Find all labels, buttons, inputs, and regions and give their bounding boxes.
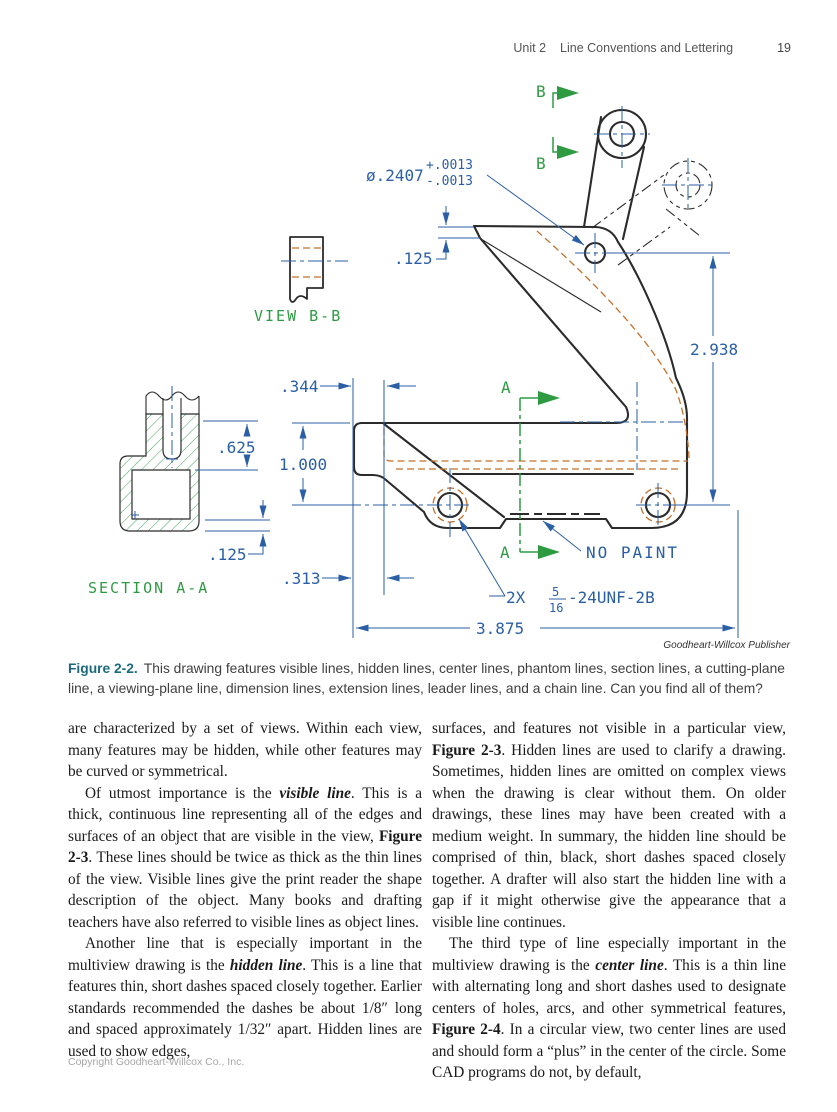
dim-base-slab: .125 (208, 545, 247, 564)
footer-copyright: Copyright Goodheart-Willcox Co., Inc. (68, 1056, 245, 1068)
cutting-plane-arrow-bottom (538, 545, 560, 559)
unit-label: Unit 2 (513, 41, 547, 55)
dim-lip-thickness: .125 (394, 249, 433, 268)
dim-313: .313 (282, 569, 321, 588)
thread-prefix: 2X (506, 588, 526, 607)
dim-625: .625 (217, 438, 256, 457)
view-bb-label: VIEW B-B (254, 307, 343, 325)
view-b-b (254, 237, 348, 325)
viewing-plane-arrow-bottom (557, 145, 579, 159)
figure-label: Figure 2-2. (68, 661, 138, 676)
callout-leader (459, 519, 505, 596)
view-bb-outline (290, 237, 323, 302)
dim-leader (436, 240, 446, 259)
note-leader (543, 521, 581, 551)
datum-b-bottom: B (536, 154, 548, 173)
viewing-plane-bracket-bottom (553, 137, 557, 152)
dim-3875: 3.875 (476, 619, 525, 638)
body-column-right (432, 718, 786, 1084)
figure-caption (68, 659, 790, 698)
cutting-plane-a (500, 378, 560, 562)
cutting-plane-arrow-top (538, 391, 560, 405)
hidden-lines (384, 231, 689, 522)
section-a-a-view (88, 386, 209, 597)
dim-1000: 1.000 (279, 455, 328, 474)
chapter-title: Line Conventions and Lettering (560, 41, 734, 55)
datum-a-top: A (501, 378, 513, 397)
hidden-pocket (384, 428, 688, 461)
body-paragraph: The third type of line especially important in the multiview drawing is the center line. This is a thin line with alternating long and short dashes used to designate centers of holes, arcs, and other symmetrical features, Figure 2-4. In a circular view, two center lines are used and should form a “plus” in the center of the circle. Some CAD programs do not, by default, (432, 935, 786, 1081)
viewing-plane-arrow-top (557, 86, 579, 100)
extension-lines (195, 227, 738, 638)
datum-a-bottom: A (500, 543, 512, 562)
viewing-plane-b (536, 82, 579, 173)
dim-leader (248, 534, 263, 554)
thread-numerator: 5 (552, 585, 560, 599)
phantom-arm-edge (618, 227, 670, 265)
figure-credit: Goodheart-Willcox Publisher (663, 640, 790, 651)
dimensions (195, 158, 744, 638)
thread-denominator: 16 (549, 601, 564, 615)
dim-diameter: ø.2407 (366, 166, 424, 185)
body-paragraph: are characterized by a set of views. Within each view, many features may be hidden, while other features may be curved or symmetrical. (68, 720, 422, 780)
dim-2938: 2.938 (690, 340, 739, 359)
figure-caption-text: This drawing features visible lines, hidden lines, center lines, phantom lines, section lines, a cutting-plane line, a viewing-plane line, dimension lines, extension lines, leader lines, and a chain line. Can you find all of them? (68, 661, 785, 696)
section-hatched-body (120, 414, 199, 531)
throat-diagonal (384, 424, 504, 517)
body-paragraph: Another line that is especially important in the multiview drawing is the hidden line. This is a line that features thin, short dashes spaced closely together. Earlier standards recommended the dashes be about 1/8″ long and spaced approximately 1/32″ apart. Hidden lines are used to show edges, (68, 935, 422, 1060)
body-paragraph: surfaces, and features not visible in a particular view, Figure 2-3. Hidden lines are used to clarify a drawing. Sometimes, hidden lines are omitted on complex views when the drawing is clear without them. On older drawings, these lines may have been created with a medium weight. In summary, the hidden line should be comprised of thin, black, short dashes spaced closely together. A drafter will also start the hidden line with a gap if it might otherwise give the appearance that a visible line continues. (432, 720, 786, 931)
lip-inner-edge (481, 239, 601, 312)
thread-suffix: -24UNF-2B (568, 588, 655, 607)
dim-leader (487, 175, 584, 245)
no-paint-note: NO PAINT (586, 543, 680, 562)
arm-right-edge (623, 147, 644, 239)
dim-344: .344 (280, 377, 319, 396)
section-label: SECTION A-A (88, 579, 210, 597)
dim-tol-plus: +.0013 (426, 158, 473, 173)
datum-b-top: B (536, 82, 548, 101)
body-paragraph: Of utmost importance is the visible line. This is a thick, continuous line representing all of the edges and surfaces of an object that are visible in the view, Figure 2-3. These lines should be twice as thick as the thin lines of the view. Visible lines give the print reader the shape description of the object. Many books and drafting teachers have also referred to visible lines as object lines. (68, 784, 422, 931)
body-column-left (68, 718, 422, 1062)
page-number: 19 (777, 41, 791, 55)
dim-tol-minus: -.0013 (426, 174, 473, 189)
viewing-plane-bracket-top (553, 93, 557, 108)
phantom-arm-edge (666, 209, 700, 236)
phantom-lines (592, 161, 712, 265)
